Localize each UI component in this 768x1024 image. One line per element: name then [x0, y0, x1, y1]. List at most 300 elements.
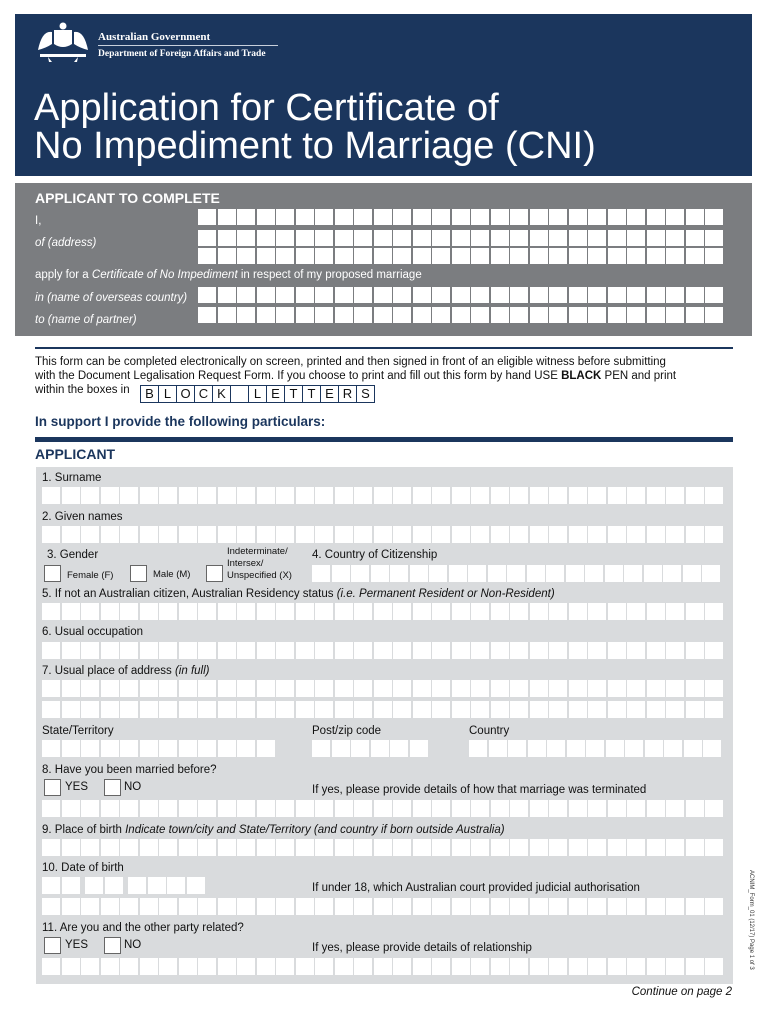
- char-box[interactable]: [198, 603, 216, 620]
- char-box[interactable]: [393, 603, 411, 620]
- char-box[interactable]: [237, 230, 255, 246]
- char-box[interactable]: [569, 839, 587, 856]
- char-box[interactable]: [432, 248, 450, 264]
- char-box[interactable]: [198, 307, 216, 323]
- char-box[interactable]: [42, 800, 60, 817]
- char-box[interactable]: [432, 307, 450, 323]
- char-box[interactable]: [257, 958, 275, 975]
- char-box[interactable]: [686, 230, 704, 246]
- char-box[interactable]: [62, 740, 80, 757]
- char-box[interactable]: [335, 209, 353, 225]
- char-box[interactable]: [569, 209, 587, 225]
- char-box[interactable]: [608, 800, 626, 817]
- char-box[interactable]: [179, 740, 197, 757]
- char-box[interactable]: [491, 680, 509, 697]
- char-box[interactable]: [354, 839, 372, 856]
- char-box[interactable]: [237, 307, 255, 323]
- char-box[interactable]: [393, 248, 411, 264]
- char-box[interactable]: [393, 839, 411, 856]
- char-box[interactable]: [608, 839, 626, 856]
- char-box[interactable]: [530, 209, 548, 225]
- char-box[interactable]: [198, 230, 216, 246]
- char-box[interactable]: [101, 898, 119, 915]
- char-box[interactable]: [569, 487, 587, 504]
- char-box[interactable]: [62, 958, 80, 975]
- char-box[interactable]: [374, 839, 392, 856]
- char-box[interactable]: [627, 680, 645, 697]
- char-box[interactable]: [471, 526, 489, 543]
- char-box[interactable]: [530, 230, 548, 246]
- char-box[interactable]: [315, 958, 333, 975]
- char-box[interactable]: [315, 230, 333, 246]
- char-box[interactable]: [42, 642, 60, 659]
- char-box[interactable]: [507, 565, 525, 582]
- char-box[interactable]: [413, 839, 431, 856]
- char-box[interactable]: [491, 487, 509, 504]
- char-box[interactable]: [101, 603, 119, 620]
- char-box[interactable]: [530, 526, 548, 543]
- char-box[interactable]: [530, 603, 548, 620]
- char-box[interactable]: [390, 740, 408, 757]
- char-box[interactable]: [218, 958, 236, 975]
- char-box[interactable]: [257, 898, 275, 915]
- char-box[interactable]: [647, 307, 665, 323]
- court-authorisation-input-boxes[interactable]: [42, 898, 725, 915]
- char-box[interactable]: [471, 958, 489, 975]
- char-box[interactable]: [588, 800, 606, 817]
- char-box[interactable]: [491, 800, 509, 817]
- dob-day-boxes[interactable]: [42, 877, 81, 894]
- char-box[interactable]: [374, 209, 392, 225]
- dob-month-boxes[interactable]: [85, 877, 124, 894]
- char-box[interactable]: [452, 526, 470, 543]
- char-box[interactable]: [588, 603, 606, 620]
- char-box[interactable]: [546, 565, 564, 582]
- char-box[interactable]: [666, 209, 684, 225]
- char-box[interactable]: [62, 701, 80, 718]
- char-box[interactable]: [491, 209, 509, 225]
- char-box[interactable]: [452, 642, 470, 659]
- char-box[interactable]: [218, 209, 236, 225]
- char-box[interactable]: [705, 307, 723, 323]
- char-box[interactable]: [276, 307, 294, 323]
- char-box[interactable]: [686, 800, 704, 817]
- char-box[interactable]: [198, 209, 216, 225]
- char-box[interactable]: [354, 642, 372, 659]
- char-box[interactable]: [705, 230, 723, 246]
- char-box[interactable]: [488, 565, 506, 582]
- char-box[interactable]: [335, 526, 353, 543]
- char-box[interactable]: [198, 898, 216, 915]
- married-no-checkbox[interactable]: [104, 779, 121, 796]
- char-box[interactable]: [218, 487, 236, 504]
- surname-input-boxes[interactable]: [42, 487, 725, 504]
- char-box[interactable]: [705, 603, 723, 620]
- char-box[interactable]: [276, 287, 294, 303]
- char-box[interactable]: [198, 526, 216, 543]
- char-box[interactable]: [528, 740, 546, 757]
- char-box[interactable]: [276, 800, 294, 817]
- char-box[interactable]: [393, 898, 411, 915]
- char-box[interactable]: [527, 565, 545, 582]
- char-box[interactable]: [374, 958, 392, 975]
- char-box[interactable]: [62, 526, 80, 543]
- char-box[interactable]: [159, 958, 177, 975]
- char-box[interactable]: [432, 898, 450, 915]
- char-box[interactable]: [510, 307, 528, 323]
- char-box[interactable]: [312, 565, 330, 582]
- char-box[interactable]: [686, 701, 704, 718]
- char-box[interactable]: [315, 680, 333, 697]
- char-box[interactable]: [567, 740, 585, 757]
- char-box[interactable]: [588, 839, 606, 856]
- char-box[interactable]: [608, 307, 626, 323]
- char-box[interactable]: [627, 287, 645, 303]
- char-box[interactable]: [588, 487, 606, 504]
- char-box[interactable]: [179, 839, 197, 856]
- char-box[interactable]: [315, 839, 333, 856]
- char-box[interactable]: [452, 680, 470, 697]
- char-box[interactable]: [257, 603, 275, 620]
- char-box[interactable]: [42, 680, 60, 697]
- char-box[interactable]: [471, 898, 489, 915]
- char-box[interactable]: [159, 800, 177, 817]
- char-box[interactable]: [276, 230, 294, 246]
- char-box[interactable]: [413, 287, 431, 303]
- char-box[interactable]: [666, 287, 684, 303]
- char-box[interactable]: [315, 603, 333, 620]
- char-box[interactable]: [608, 958, 626, 975]
- char-box[interactable]: [62, 800, 80, 817]
- char-box[interactable]: [413, 307, 431, 323]
- char-box[interactable]: [276, 209, 294, 225]
- char-box[interactable]: [81, 680, 99, 697]
- char-box[interactable]: [647, 287, 665, 303]
- gender-female-checkbox[interactable]: [44, 565, 61, 582]
- char-box[interactable]: [588, 248, 606, 264]
- country-input-boxes[interactable]: [198, 287, 725, 303]
- char-box[interactable]: [218, 603, 236, 620]
- char-box[interactable]: [179, 958, 197, 975]
- char-box[interactable]: [683, 565, 701, 582]
- char-box[interactable]: [686, 287, 704, 303]
- char-box[interactable]: [81, 603, 99, 620]
- char-box[interactable]: [605, 565, 623, 582]
- char-box[interactable]: [296, 526, 314, 543]
- char-box[interactable]: [81, 958, 99, 975]
- char-box[interactable]: [666, 800, 684, 817]
- char-box[interactable]: [530, 248, 548, 264]
- char-box[interactable]: [335, 800, 353, 817]
- char-box[interactable]: [354, 800, 372, 817]
- char-box[interactable]: [296, 839, 314, 856]
- char-box[interactable]: [354, 209, 372, 225]
- char-box[interactable]: [663, 565, 681, 582]
- char-box[interactable]: [374, 701, 392, 718]
- char-box[interactable]: [510, 603, 528, 620]
- char-box[interactable]: [413, 230, 431, 246]
- char-box[interactable]: [666, 487, 684, 504]
- char-box[interactable]: [608, 898, 626, 915]
- char-box[interactable]: [315, 526, 333, 543]
- char-box[interactable]: [237, 958, 255, 975]
- char-box[interactable]: [159, 680, 177, 697]
- char-box[interactable]: [686, 680, 704, 697]
- char-box[interactable]: [371, 740, 389, 757]
- char-box[interactable]: [140, 898, 158, 915]
- char-box[interactable]: [413, 898, 431, 915]
- char-box[interactable]: [159, 603, 177, 620]
- char-box[interactable]: [686, 487, 704, 504]
- char-box[interactable]: [489, 740, 507, 757]
- char-box[interactable]: [471, 209, 489, 225]
- char-box[interactable]: [452, 800, 470, 817]
- char-box[interactable]: [413, 800, 431, 817]
- char-box[interactable]: [276, 958, 294, 975]
- char-box[interactable]: [179, 800, 197, 817]
- char-box[interactable]: [491, 839, 509, 856]
- char-box[interactable]: [159, 740, 177, 757]
- char-box[interactable]: [410, 565, 428, 582]
- relationship-details-input-boxes[interactable]: [42, 958, 725, 975]
- char-box[interactable]: [257, 740, 275, 757]
- given-names-input-boxes[interactable]: [42, 526, 725, 543]
- char-box[interactable]: [276, 701, 294, 718]
- char-box[interactable]: [276, 642, 294, 659]
- char-box[interactable]: [608, 680, 626, 697]
- char-box[interactable]: [237, 898, 255, 915]
- char-box[interactable]: [666, 230, 684, 246]
- char-box[interactable]: [335, 230, 353, 246]
- char-box[interactable]: [491, 230, 509, 246]
- char-box[interactable]: [705, 701, 723, 718]
- char-box[interactable]: [549, 958, 567, 975]
- char-box[interactable]: [374, 287, 392, 303]
- char-box[interactable]: [588, 526, 606, 543]
- char-box[interactable]: [491, 898, 509, 915]
- char-box[interactable]: [296, 209, 314, 225]
- char-box[interactable]: [452, 287, 470, 303]
- char-box[interactable]: [187, 877, 205, 894]
- char-box[interactable]: [549, 642, 567, 659]
- char-box[interactable]: [335, 248, 353, 264]
- char-box[interactable]: [198, 958, 216, 975]
- related-yes-checkbox[interactable]: [44, 937, 61, 954]
- char-box[interactable]: [354, 958, 372, 975]
- char-box[interactable]: [354, 603, 372, 620]
- char-box[interactable]: [549, 287, 567, 303]
- char-box[interactable]: [62, 487, 80, 504]
- char-box[interactable]: [120, 839, 138, 856]
- char-box[interactable]: [530, 642, 548, 659]
- char-box[interactable]: [101, 839, 119, 856]
- char-box[interactable]: [81, 526, 99, 543]
- char-box[interactable]: [627, 230, 645, 246]
- char-box[interactable]: [608, 248, 626, 264]
- char-box[interactable]: [315, 800, 333, 817]
- char-box[interactable]: [627, 487, 645, 504]
- char-box[interactable]: [705, 958, 723, 975]
- char-box[interactable]: [218, 680, 236, 697]
- char-box[interactable]: [81, 839, 99, 856]
- char-box[interactable]: [315, 209, 333, 225]
- char-box[interactable]: [198, 287, 216, 303]
- char-box[interactable]: [471, 307, 489, 323]
- char-box[interactable]: [624, 565, 642, 582]
- char-box[interactable]: [257, 701, 275, 718]
- char-box[interactable]: [393, 642, 411, 659]
- char-box[interactable]: [393, 209, 411, 225]
- char-box[interactable]: [549, 230, 567, 246]
- char-box[interactable]: [128, 877, 146, 894]
- char-box[interactable]: [335, 680, 353, 697]
- char-box[interactable]: [218, 287, 236, 303]
- char-box[interactable]: [276, 898, 294, 915]
- char-box[interactable]: [81, 740, 99, 757]
- char-box[interactable]: [432, 526, 450, 543]
- char-box[interactable]: [354, 898, 372, 915]
- char-box[interactable]: [179, 603, 197, 620]
- char-box[interactable]: [606, 740, 624, 757]
- char-box[interactable]: [257, 487, 275, 504]
- char-box[interactable]: [647, 487, 665, 504]
- char-box[interactable]: [101, 701, 119, 718]
- char-box[interactable]: [120, 642, 138, 659]
- char-box[interactable]: [371, 565, 389, 582]
- char-box[interactable]: [393, 680, 411, 697]
- char-box[interactable]: [647, 898, 665, 915]
- char-box[interactable]: [647, 958, 665, 975]
- char-box[interactable]: [686, 898, 704, 915]
- char-box[interactable]: [198, 740, 216, 757]
- char-box[interactable]: [257, 230, 275, 246]
- char-box[interactable]: [62, 603, 80, 620]
- char-box[interactable]: [549, 307, 567, 323]
- char-box[interactable]: [530, 958, 548, 975]
- char-box[interactable]: [140, 701, 158, 718]
- char-box[interactable]: [549, 248, 567, 264]
- char-box[interactable]: [374, 603, 392, 620]
- char-box[interactable]: [81, 642, 99, 659]
- char-box[interactable]: [569, 287, 587, 303]
- char-box[interactable]: [510, 680, 528, 697]
- char-box[interactable]: [179, 487, 197, 504]
- char-box[interactable]: [374, 898, 392, 915]
- char-box[interactable]: [374, 248, 392, 264]
- char-box[interactable]: [468, 565, 486, 582]
- char-box[interactable]: [198, 642, 216, 659]
- char-box[interactable]: [179, 898, 197, 915]
- partner-input-boxes[interactable]: [198, 307, 725, 323]
- char-box[interactable]: [335, 839, 353, 856]
- char-box[interactable]: [374, 230, 392, 246]
- char-box[interactable]: [569, 680, 587, 697]
- char-box[interactable]: [354, 287, 372, 303]
- char-box[interactable]: [296, 487, 314, 504]
- char-box[interactable]: [354, 680, 372, 697]
- char-box[interactable]: [452, 603, 470, 620]
- char-box[interactable]: [315, 487, 333, 504]
- char-box[interactable]: [705, 287, 723, 303]
- gender-x-checkbox[interactable]: [206, 565, 223, 582]
- char-box[interactable]: [705, 839, 723, 856]
- char-box[interactable]: [432, 287, 450, 303]
- char-box[interactable]: [569, 230, 587, 246]
- char-box[interactable]: [432, 209, 450, 225]
- char-box[interactable]: [588, 287, 606, 303]
- char-box[interactable]: [549, 898, 567, 915]
- char-box[interactable]: [101, 642, 119, 659]
- char-box[interactable]: [432, 230, 450, 246]
- char-box[interactable]: [549, 701, 567, 718]
- char-box[interactable]: [452, 248, 470, 264]
- char-box[interactable]: [257, 307, 275, 323]
- char-box[interactable]: [101, 680, 119, 697]
- char-box[interactable]: [332, 740, 350, 757]
- char-box[interactable]: [452, 209, 470, 225]
- char-box[interactable]: [510, 526, 528, 543]
- char-box[interactable]: [666, 642, 684, 659]
- char-box[interactable]: [647, 800, 665, 817]
- char-box[interactable]: [332, 565, 350, 582]
- char-box[interactable]: [42, 898, 60, 915]
- related-no-checkbox[interactable]: [104, 937, 121, 954]
- char-box[interactable]: [42, 839, 60, 856]
- char-box[interactable]: [471, 487, 489, 504]
- char-box[interactable]: [393, 526, 411, 543]
- char-box[interactable]: [569, 248, 587, 264]
- char-box[interactable]: [276, 248, 294, 264]
- char-box[interactable]: [85, 877, 103, 894]
- char-box[interactable]: [179, 680, 197, 697]
- char-box[interactable]: [705, 526, 723, 543]
- char-box[interactable]: [569, 800, 587, 817]
- char-box[interactable]: [351, 565, 369, 582]
- char-box[interactable]: [627, 958, 645, 975]
- char-box[interactable]: [452, 487, 470, 504]
- char-box[interactable]: [296, 642, 314, 659]
- char-box[interactable]: [81, 701, 99, 718]
- char-box[interactable]: [374, 642, 392, 659]
- char-box[interactable]: [237, 642, 255, 659]
- char-box[interactable]: [257, 209, 275, 225]
- char-box[interactable]: [666, 603, 684, 620]
- char-box[interactable]: [530, 680, 548, 697]
- char-box[interactable]: [627, 898, 645, 915]
- char-box[interactable]: [647, 642, 665, 659]
- char-box[interactable]: [218, 740, 236, 757]
- char-box[interactable]: [664, 740, 682, 757]
- char-box[interactable]: [62, 839, 80, 856]
- char-box[interactable]: [647, 526, 665, 543]
- char-box[interactable]: [159, 701, 177, 718]
- char-box[interactable]: [510, 958, 528, 975]
- char-box[interactable]: [140, 526, 158, 543]
- char-box[interactable]: [469, 740, 487, 757]
- char-box[interactable]: [588, 958, 606, 975]
- char-box[interactable]: [335, 287, 353, 303]
- char-box[interactable]: [569, 898, 587, 915]
- char-box[interactable]: [120, 526, 138, 543]
- char-box[interactable]: [705, 898, 723, 915]
- char-box[interactable]: [413, 603, 431, 620]
- char-box[interactable]: [393, 487, 411, 504]
- char-box[interactable]: [491, 603, 509, 620]
- residency-input-boxes[interactable]: [42, 603, 725, 620]
- country-input-boxes[interactable]: [469, 740, 723, 757]
- char-box[interactable]: [666, 680, 684, 697]
- char-box[interactable]: [198, 248, 216, 264]
